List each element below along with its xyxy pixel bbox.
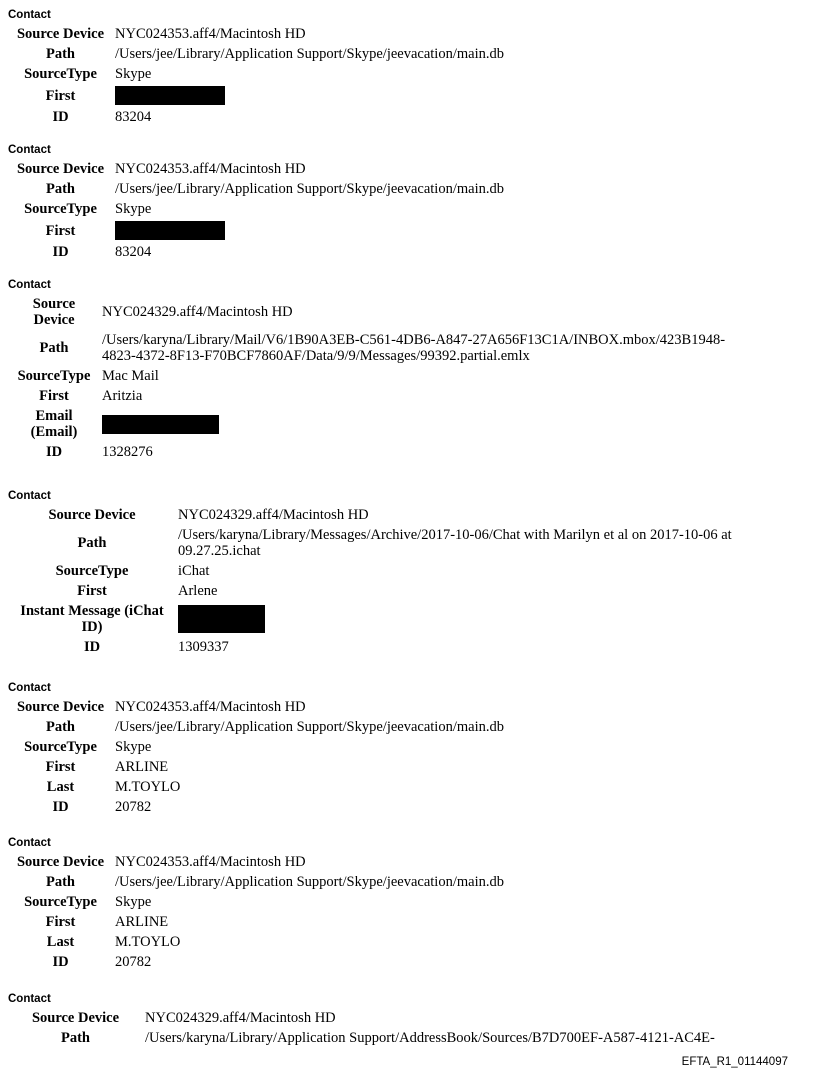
source-label-line2: Device <box>33 312 75 328</box>
field-row <box>8 506 734 526</box>
path-label: Path <box>46 719 75 735</box>
first-value-redacted <box>113 85 506 108</box>
id-label: ID <box>52 799 69 815</box>
field-row <box>8 407 727 443</box>
field-row <box>8 562 734 582</box>
first-value: ARLINE <box>115 759 169 775</box>
source-type-label: SourceType <box>24 201 97 217</box>
source-type-label: SourceType <box>24 66 97 82</box>
document-id-footer: EFTA_R1_01144097 <box>681 1056 788 1068</box>
field-row <box>8 243 506 263</box>
last-value: M.TOYLO <box>115 779 181 795</box>
id-value: 20782 <box>115 954 152 970</box>
source-device-value: NYC024329.aff4/Macintosh HD <box>102 304 293 320</box>
im-label-line2: ID) <box>81 619 103 635</box>
first-value: Aritzia <box>102 388 143 404</box>
field-row <box>8 873 506 893</box>
email-label-line2: (Email) <box>30 424 78 440</box>
source-type-label: SourceType <box>55 563 129 579</box>
field-row <box>8 25 506 45</box>
record-heading: Contact <box>8 490 51 502</box>
contact-record <box>8 8 506 128</box>
record-heading: Contact <box>8 682 51 694</box>
id-value: 1309337 <box>178 639 229 655</box>
record-table <box>8 295 727 463</box>
source-device-label: Source Device <box>48 507 136 523</box>
path-label: Path <box>39 340 69 356</box>
first-value-redacted <box>113 220 506 243</box>
record-table <box>8 160 506 263</box>
contact-record <box>8 489 734 658</box>
field-row <box>8 1009 717 1029</box>
contact-record <box>8 992 717 1049</box>
field-row <box>8 1029 717 1049</box>
source-device-label: Source Device <box>16 699 105 715</box>
field-row <box>8 160 506 180</box>
source-device-value: NYC024329.aff4/Macintosh HD <box>145 1010 336 1026</box>
field-row <box>8 331 727 367</box>
redaction-box <box>115 86 225 105</box>
path-value <box>176 526 734 562</box>
id-value: 83204 <box>115 109 152 125</box>
source-device-value: NYC024353.aff4/Macintosh HD <box>115 161 306 177</box>
path-label: Path <box>61 1030 90 1046</box>
source-device-label: Source Device <box>16 26 105 42</box>
instant-message-value-redacted <box>176 602 734 638</box>
path-line1: /Users/karyna/Library/Messages/Archive/2017-10-06/Chat with Marilyn et al on 2017-10-06 at <box>178 527 732 543</box>
path-value: /Users/jee/Library/Application Support/Skype/jeevacation/main.db <box>115 874 504 890</box>
last-label: Last <box>46 934 75 950</box>
record-heading: Contact <box>8 279 51 291</box>
path-value: /Users/jee/Library/Application Support/Skype/jeevacation/main.db <box>115 46 504 62</box>
field-row <box>8 698 506 718</box>
email-value-redacted <box>100 407 727 443</box>
last-label: Last <box>46 779 75 795</box>
field-row <box>8 108 506 128</box>
field-row <box>8 893 506 913</box>
path-value: /Users/karyna/Library/Application Support/AddressBook/Sources/B7D700EF-A587-4121-AC4E- <box>145 1030 715 1046</box>
path-label: Path <box>77 535 107 551</box>
field-row <box>8 758 506 778</box>
field-row <box>8 180 506 200</box>
contact-record <box>8 681 506 818</box>
source-type-value: Skype <box>115 66 152 82</box>
path-line2: 4823-4372-8F13-F70BCF7860AF/Data/9/9/Messages/99392.partial.emlx <box>102 348 530 364</box>
field-row <box>8 387 727 407</box>
email-label <box>8 407 100 443</box>
field-row <box>8 295 727 331</box>
source-device-value: NYC024329.aff4/Macintosh HD <box>178 507 369 523</box>
field-row <box>8 798 506 818</box>
source-device-label: Source Device <box>16 161 105 177</box>
source-type-value: iChat <box>178 563 210 579</box>
first-label: First <box>77 583 107 599</box>
record-heading: Contact <box>8 993 51 1005</box>
record-table <box>8 506 734 658</box>
path-label: Path <box>46 181 75 197</box>
field-row <box>8 582 734 602</box>
path-label: Path <box>46 874 75 890</box>
field-row <box>8 638 734 658</box>
field-row <box>8 738 506 758</box>
id-label: ID <box>83 639 101 655</box>
id-value: 20782 <box>115 799 152 815</box>
field-row <box>8 220 506 243</box>
field-row <box>8 853 506 873</box>
last-value: M.TOYLO <box>115 934 181 950</box>
source-type-value: Skype <box>115 894 152 910</box>
field-row <box>8 200 506 220</box>
path-line1: /Users/karyna/Library/Mail/V6/1B90A3EB-C561-4DB6-A847-27A656F13C1A/INBOX.mbox/423B1948- <box>102 332 726 348</box>
id-value: 1328276 <box>102 444 153 460</box>
field-row <box>8 65 506 85</box>
id-label: ID <box>52 109 69 125</box>
redaction-box <box>178 605 265 633</box>
source-device-value: NYC024353.aff4/Macintosh HD <box>115 699 306 715</box>
source-device-label: Source Device <box>31 1010 120 1026</box>
field-row <box>8 443 727 463</box>
source-type-label: SourceType <box>24 894 97 910</box>
path-label: Path <box>46 46 75 62</box>
record-heading: Contact <box>8 837 51 849</box>
record-table <box>8 25 506 128</box>
source-type-value: Skype <box>115 201 152 217</box>
field-row <box>8 913 506 933</box>
first-value: ARLINE <box>115 914 169 930</box>
redaction-box <box>115 221 225 240</box>
source-device-label <box>8 295 100 331</box>
first-value: Arlene <box>178 583 218 599</box>
email-label-line1: Email <box>35 408 73 424</box>
field-row <box>8 933 506 953</box>
field-row <box>8 526 734 562</box>
field-row <box>8 367 727 387</box>
source-type-value: Mac Mail <box>102 368 159 384</box>
field-row <box>8 778 506 798</box>
id-label: ID <box>45 444 63 460</box>
contact-record <box>8 836 506 973</box>
im-label-line1: Instant Message (iChat <box>20 603 164 619</box>
first-label: First <box>45 914 76 930</box>
path-value <box>100 331 727 367</box>
source-type-value: Skype <box>115 739 152 755</box>
field-row <box>8 718 506 738</box>
record-table <box>8 853 506 973</box>
field-row <box>8 602 734 638</box>
first-label: First <box>39 388 69 404</box>
redaction-box <box>102 415 219 434</box>
path-value: /Users/jee/Library/Application Support/Skype/jeevacation/main.db <box>115 181 504 197</box>
source-label-line1: Source <box>32 296 76 312</box>
id-value: 83204 <box>115 244 152 260</box>
source-type-label: SourceType <box>24 739 97 755</box>
field-row <box>8 85 506 108</box>
record-table <box>8 1009 717 1049</box>
record-table <box>8 698 506 818</box>
source-device-label: Source Device <box>16 854 105 870</box>
instant-message-label <box>8 602 176 638</box>
id-label: ID <box>52 954 69 970</box>
source-device-value: NYC024353.aff4/Macintosh HD <box>115 26 306 42</box>
field-row <box>8 45 506 65</box>
first-label: First <box>45 87 76 104</box>
id-label: ID <box>52 244 69 260</box>
source-device-value: NYC024353.aff4/Macintosh HD <box>115 854 306 870</box>
first-label: First <box>45 759 76 775</box>
source-type-label: SourceType <box>17 368 91 384</box>
record-heading: Contact <box>8 9 51 21</box>
record-heading: Contact <box>8 144 51 156</box>
path-value: /Users/jee/Library/Application Support/Skype/jeevacation/main.db <box>115 719 504 735</box>
field-row <box>8 953 506 973</box>
contact-record <box>8 278 727 463</box>
contact-record <box>8 143 506 263</box>
first-label: First <box>45 222 76 239</box>
path-line2: 09.27.25.ichat <box>178 543 261 559</box>
